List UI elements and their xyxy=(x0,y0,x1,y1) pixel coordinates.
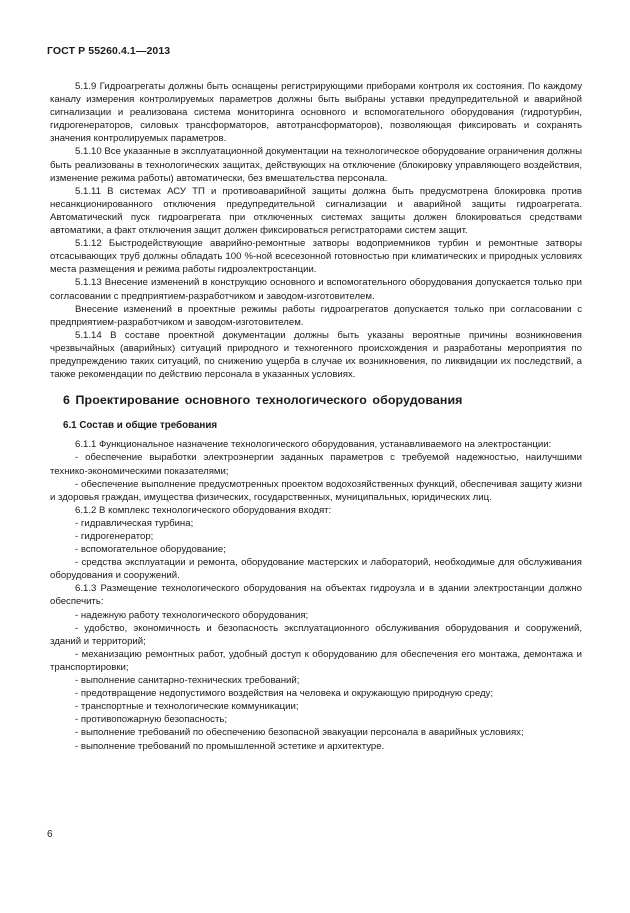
list-item: - обеспечение выработки электроэнергии заданных параметров с требуемой надежностью, наилучшими технико-экономическими показателями; xyxy=(50,452,582,477)
list-item: - противопожарную безопасность; xyxy=(75,714,228,726)
paragraph-5-1-10: 5.1.10 Все указанные в эксплуатационной документации на технологическое оборудование ограничения должны быть реализованы в технологических защитах, действующих на отключение (блокировку управляющего воздействия, изменение режима работы) автоматически, без вмешательства персонала. xyxy=(50,146,582,184)
paragraph-5-1-14: 5.1.14 В составе проектной документации должны быть указаны вероятные причины возникновения чрезвычайных (аварийных) ситуаций природного и техногенного происхождения и разработаны мероприятия по предупреждению таких ситуаций, по снижению ущерба в случае их возникновения, по ликвидации их последствий, а также рекомендации по действию персонала в указанных условиях. xyxy=(50,329,582,381)
list-item: - предотвращение недопустимого воздействия на человека и окружающую природную среду; xyxy=(75,688,494,700)
list-item: - средства эксплуатации и ремонта, оборудование мастерских и лабораторий, необходимые для обслуживания оборудования и сооружений. xyxy=(50,557,582,582)
paragraph-5-1-11: 5.1.11 В системах АСУ ТП и противоаварийной защиты должна быть предусмотрена блокировка против несанкционированного отключения предупредительной сигнализации и аварийной защиты гидроагрегата. Автоматический пуск гидроагрегата при отключенных системах защиты должен блокироваться средствами автоматики, а факт отключения защит должен фиксироваться регистраторами систем защит. xyxy=(50,185,582,237)
list-item: - гидрогенератор; xyxy=(75,531,154,542)
paragraph-5-1-12: 5.1.12 Быстродействующие аварийно-ремонтные затворы водоприемников турбин и ремонтные затворы отсасывающих труб должны обладать 100 %-ной всесезонной готовностью при климатических и природных условиях места размещения и режима работы гидроэлектростанции. xyxy=(50,238,582,276)
list-item: - механизацию ремонтных работ, удобный доступ к оборудованию для обеспечения его монтажа, демонтажа и транспортировки; xyxy=(50,648,582,673)
list-item: - выполнение требований по обеспечению безопасной эвакуации персонала в аварийных условиях; xyxy=(75,727,524,739)
list-item: - выполнение требований по промышленной эстетике и архитектуре. xyxy=(75,740,385,752)
list-item: - надежную работу технологического оборудования; xyxy=(75,609,309,621)
list-item: - удобство, экономичность и безопасность эксплуатационного обслуживания оборудования и сооружений, зданий и территорий; xyxy=(50,622,582,647)
list-item: - обеспечение выполнение предусмотренных проектом водохозяйственных функций, обеспечивая защиту жизни и здоровья граждан, имущества физических, государственных, муниципальных, юридических лиц. xyxy=(50,478,582,503)
paragraph-6-1-1: 6.1.1 Функциональное назначение технологического оборудования, устанавливаемого на электростанции: xyxy=(75,439,552,451)
document-header-code: ГОСТ Р 55260.4.1—2013 xyxy=(47,45,171,57)
list-item: - вспомогательное оборудование; xyxy=(75,544,226,556)
page-content xyxy=(50,80,582,753)
subsection-6-1-title: 6.1 Состав и общие требования xyxy=(63,420,218,432)
paragraph-5-1-13-note: Внесение изменений в проектные режимы работы гидроагрегатов допускается только при согласовании с предприятием-разработчиком и заводом-изготовителем. xyxy=(50,303,582,328)
list-item: - выполнение санитарно-технических требований; xyxy=(75,675,300,687)
list-item: - гидравлическая турбина; xyxy=(75,517,194,529)
list-item: - транспортные и технологические коммуникации; xyxy=(75,701,299,713)
section-6-title: 6 Проектирование основного технологического оборудования xyxy=(63,393,463,408)
page-number: 6 xyxy=(47,829,53,840)
paragraph-5-1-9: 5.1.9 Гидроагрегаты должны быть оснащены регистрирующими приборами контроля их состояния. По каждому каналу измерения контролируемых параметров должны быть выбраны уставки предупредительной и аварийной сигнализации и реализована система мониторинга основного и вспомогательного оборудования (гидротурбин, гидрогенераторов, силовых трансформаторов, автотрансформаторов), позволяющая фиксировать и сохранять значения контролируемых параметров. xyxy=(50,81,582,145)
paragraph-6-1-2: 6.1.2 В комплекс технологического оборудования входят: xyxy=(75,504,332,516)
paragraph-5-1-13: 5.1.13 Внесение изменений в конструкцию основного и вспомогательного оборудования допускается только при согласовании с предприятием-разработчиком и заводом-изготовителем. xyxy=(50,277,582,302)
paragraph-6-1-3: 6.1.3 Размещение технологического оборудования на объектах гидроузла и в здании электростанции должно обеспечить: xyxy=(50,583,582,608)
